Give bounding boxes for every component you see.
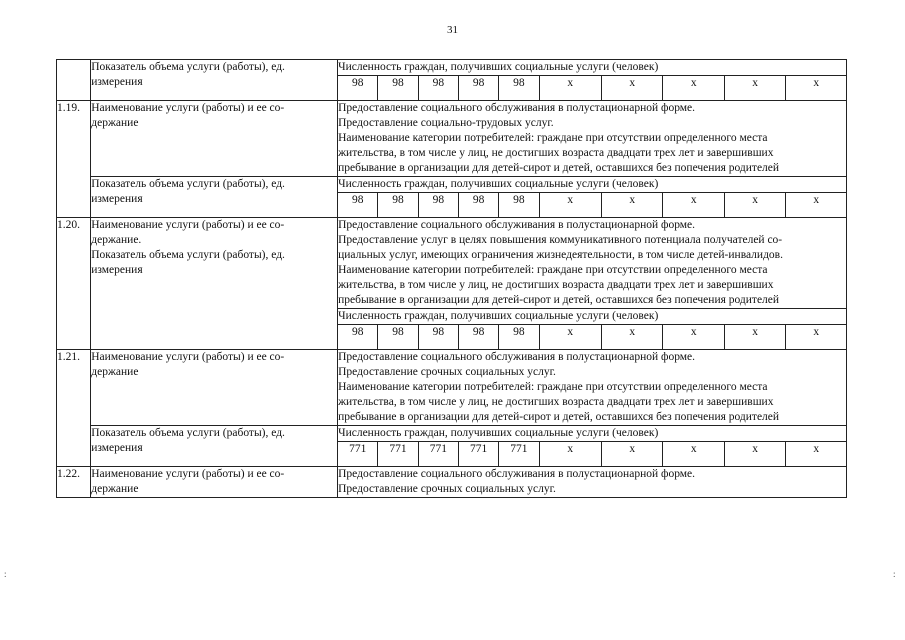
value-cell: 771 bbox=[499, 442, 539, 467]
indicator-label: Показатель объема услуги (работы), ед. измерения bbox=[91, 177, 338, 218]
indicator-label: Показатель объема услуги (работы), ед. измерения bbox=[91, 60, 338, 101]
value-cell: х bbox=[602, 442, 663, 467]
value-cell: 771 bbox=[338, 442, 378, 467]
scan-mark-right: : bbox=[893, 569, 896, 579]
value-cell: 771 bbox=[378, 442, 418, 467]
value-cell: х bbox=[602, 76, 663, 101]
value-cell: 98 bbox=[418, 193, 458, 218]
service-name-label: Наименование услуги (работы) и ее со- держание bbox=[91, 101, 338, 177]
service-description: Предоставление социального обслуживания в полустационарной форме. Предоставление социально-трудовых услуг. Наименование категории потребителей: граждане при отсутствии определенного места жительства, в том числе у лиц, не достигших возраста двадцати трех лет и завершивших пребывание в организации для детей-сирот и детей, оставшихся без попечения родителей bbox=[338, 101, 847, 177]
indicator-text: Численность граждан, получивших социальные услуги (человек) bbox=[338, 309, 847, 325]
scan-mark-left: : bbox=[4, 569, 7, 579]
row-number: 1.20. bbox=[57, 218, 91, 350]
value-cell: 771 bbox=[458, 442, 498, 467]
table-row bbox=[57, 60, 847, 76]
service-description: Предоставление социального обслуживания в полустационарной форме. Предоставление срочных социальных услуг. Наименование категории потребителей: граждане при отсутствии определенного места жительства, в том числе у лиц, не достигших возраста двадцати трех лет и завершивших пребывание в организации для детей-сирот и детей, оставшихся без попечения родителей bbox=[338, 350, 847, 426]
value-cell: х bbox=[539, 76, 601, 101]
value-cell: 98 bbox=[338, 193, 378, 218]
table-row bbox=[57, 467, 847, 498]
value-cell: 98 bbox=[458, 325, 498, 350]
value-cell: 98 bbox=[418, 76, 458, 101]
service-description: Предоставление социального обслуживания в полустационарной форме. Предоставление срочных социальных услуг. bbox=[338, 467, 847, 498]
indicator-label: Показатель объема услуги (работы), ед. измерения bbox=[91, 426, 338, 467]
value-cell: х bbox=[724, 76, 785, 101]
value-cell: 98 bbox=[499, 325, 539, 350]
value-cell: х bbox=[786, 193, 847, 218]
value-cell: х bbox=[663, 325, 724, 350]
value-cell: х bbox=[539, 325, 601, 350]
row-number bbox=[57, 60, 91, 101]
table-row bbox=[57, 218, 847, 309]
value-cell: 98 bbox=[499, 193, 539, 218]
value-cell: х bbox=[724, 442, 785, 467]
value-cell: 98 bbox=[458, 193, 498, 218]
value-cell: 98 bbox=[378, 193, 418, 218]
value-cell: х bbox=[786, 76, 847, 101]
value-cell: х bbox=[602, 325, 663, 350]
table-row bbox=[57, 426, 847, 442]
value-cell: х bbox=[539, 442, 601, 467]
value-cell: 98 bbox=[338, 325, 378, 350]
value-cell: х bbox=[724, 193, 785, 218]
services-table bbox=[56, 59, 847, 498]
value-cell: 98 bbox=[418, 325, 458, 350]
value-cell: х bbox=[663, 76, 724, 101]
service-name-label: Наименование услуги (работы) и ее со- держание bbox=[91, 467, 338, 498]
value-cell: 771 bbox=[418, 442, 458, 467]
indicator-text: Численность граждан, получивших социальные услуги (человек) bbox=[338, 177, 847, 193]
service-name-label: Наименование услуги (работы) и ее со- держание bbox=[91, 350, 338, 426]
service-description: Предоставление социального обслуживания в полустационарной форме. Предоставление услуг в целях повышения коммуникативного потенциала получателей со- циальных услуг, имеющих ограничения жизнедеятельности, в том числе детей-инвалидов. Наименование категории потребителей: граждане при отсутствии определенного места жительства, в том числе у лиц, не достигших возраста двадцати трех лет и завершивших пребывание в организации для детей-сирот и детей, оставшихся без попечения родителей bbox=[338, 218, 847, 309]
value-cell: 98 bbox=[378, 76, 418, 101]
value-cell: х bbox=[786, 442, 847, 467]
table-row bbox=[57, 350, 847, 426]
service-name-label: Наименование услуги (работы) и ее со- держание. Показатель объема услуги (работы), ед. измерения bbox=[91, 218, 338, 350]
value-cell: х bbox=[724, 325, 785, 350]
indicator-text: Численность граждан, получивших социальные услуги (человек) bbox=[338, 426, 847, 442]
value-cell: х bbox=[539, 193, 601, 218]
row-number: 1.19. bbox=[57, 101, 91, 218]
page-number: 31 bbox=[447, 24, 458, 36]
value-cell: 98 bbox=[458, 76, 498, 101]
table-row bbox=[57, 177, 847, 193]
value-cell: х bbox=[663, 442, 724, 467]
value-cell: 98 bbox=[499, 76, 539, 101]
value-cell: 98 bbox=[378, 325, 418, 350]
value-cell: х bbox=[786, 325, 847, 350]
value-cell: х bbox=[602, 193, 663, 218]
row-number: 1.22. bbox=[57, 467, 91, 498]
row-number: 1.21. bbox=[57, 350, 91, 467]
table-row bbox=[57, 101, 847, 177]
value-cell: 98 bbox=[338, 76, 378, 101]
value-cell: х bbox=[663, 193, 724, 218]
indicator-text: Численность граждан, получивших социальные услуги (человек) bbox=[338, 60, 847, 76]
